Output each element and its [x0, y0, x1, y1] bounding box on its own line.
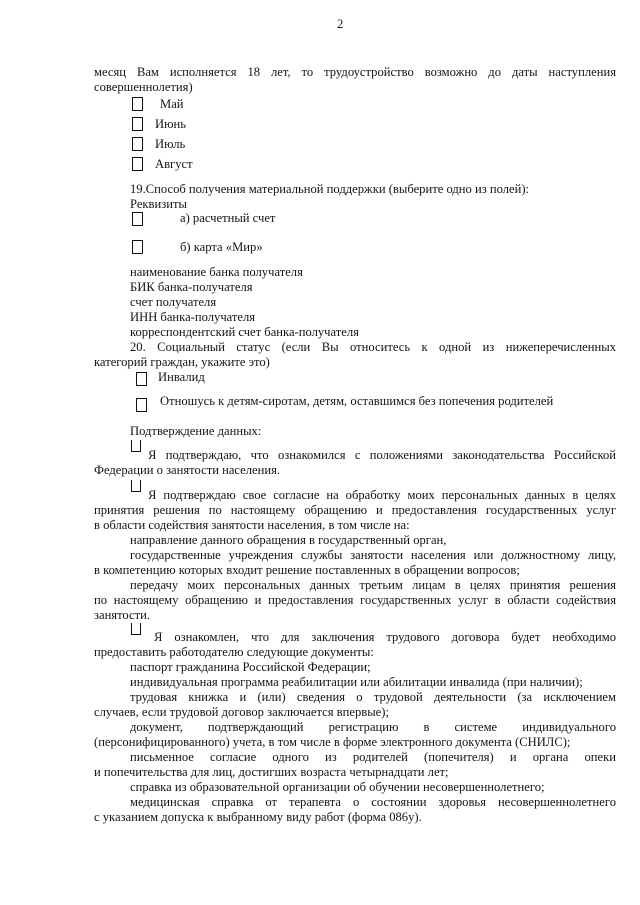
consent-line-2: принятия решения по настоящему обращению и предоставления государственных услуг — [94, 503, 616, 517]
q19-title: 19.Способ получения материальной поддержки (выберите одно из полей): — [130, 182, 530, 196]
consent-line-7: передачу моих персональных данных третьим лицам в целях принятия решения — [130, 578, 616, 592]
recipient-account-field: счет получателя — [130, 295, 217, 309]
consent-line-8: по настоящему обращению и предоставления государственных услуг в области содействия — [94, 593, 616, 607]
status-orphan-checkbox[interactable] — [136, 398, 147, 412]
correspondent-account-field: корреспондентский счет банка-получателя — [130, 325, 359, 339]
intro-line-2: совершеннолетия) — [94, 80, 193, 94]
consent-line-9: занятости. — [94, 608, 151, 622]
bank-name-field: наименование банка получателя — [130, 265, 303, 279]
q20-line-1: 20. Социальный статус (если Вы относитесь к одной из нижеперечисленных — [130, 340, 616, 354]
document-item: трудовая книжка и (или) сведения о трудовой деятельности (за исключением — [130, 690, 616, 704]
document-item: письменное согласие одного из родителей (попечителя) и органа опеки — [130, 750, 616, 764]
status-disabled-label: Инвалид — [158, 370, 205, 384]
consent-line-5: государственные учреждения службы занятости населения или должностному лицу, — [130, 548, 616, 562]
payment-mir-card-label: б) карта «Мир» — [180, 240, 263, 254]
month-august-checkbox[interactable] — [132, 157, 143, 171]
month-july-checkbox[interactable] — [132, 137, 143, 151]
bank-bik-field: БИК банка-получателя — [130, 280, 253, 294]
confirm-law-line-1: Я подтверждаю, что ознакомился с положениями законодательства Российской — [148, 448, 616, 462]
confirm-law-line-2: Федерации о занятости населения. — [94, 463, 281, 477]
bank-inn-field: ИНН банка-получателя — [130, 310, 256, 324]
documents-line-2: предоставить работодателю следующие документы: — [94, 645, 374, 659]
month-june-label: Июнь — [155, 117, 186, 131]
q19-requisites: Реквизиты — [130, 197, 187, 211]
document-item: паспорт гражданина Российской Федерации; — [130, 660, 371, 674]
month-may-checkbox[interactable] — [132, 97, 143, 111]
intro-line-1: месяц Вам исполняется 18 лет, то трудоустройство возможно до даты наступления — [94, 65, 616, 79]
consent-line-1: Я подтверждаю свое согласие на обработку моих персональных данных в целях — [148, 488, 616, 502]
document-item: документ, подтверждающий регистрацию в системе индивидуального — [130, 720, 616, 734]
document-item: (персонифицированного) учета, в том числе в форме электронного документа (СНИЛС); — [94, 735, 571, 749]
page-number: 2 — [337, 17, 344, 31]
document-item: с указанием допуска к выбранному виду работ (форма 086у). — [94, 810, 422, 824]
status-orphan-label: Отношусь к детям-сиротам, детям, оставшимся без попечения родителей — [160, 394, 554, 408]
document-item: и попечительства для лиц, достигших возраста четырнадцати лет; — [94, 765, 449, 779]
document-item: случаев, если трудовой договор заключается впервые); — [94, 705, 389, 719]
documents-line-1: Я ознакомлен, что для заключения трудового договора будет необходимо — [154, 630, 616, 644]
confirm-documents-checkbox[interactable] — [131, 623, 141, 635]
month-may-label: Май — [160, 97, 184, 111]
document-item: индивидуальная программа реабилитации или абилитации инвалида (при наличии); — [130, 675, 583, 689]
month-june-checkbox[interactable] — [132, 117, 143, 131]
payment-mir-card-checkbox[interactable] — [132, 240, 143, 254]
payment-account-checkbox[interactable] — [132, 212, 143, 226]
confirm-personal-data-checkbox[interactable] — [131, 480, 141, 492]
consent-line-4: направление данного обращения в государственный орган, — [130, 533, 447, 547]
confirmation-heading: Подтверждение данных: — [130, 424, 262, 438]
document-item: медицинская справка от терапевта о состоянии здоровья несовершеннолетнего — [130, 795, 616, 809]
month-july-label: Июль — [155, 137, 186, 151]
payment-account-label: а) расчетный счет — [180, 211, 276, 225]
confirm-law-checkbox[interactable] — [131, 440, 141, 452]
document-item: справка из образовательной организации об обучении несовершеннолетнего; — [130, 780, 545, 794]
q20-line-2: категорий граждан, укажите это) — [94, 355, 270, 369]
status-disabled-checkbox[interactable] — [136, 372, 147, 386]
month-august-label: Август — [155, 157, 193, 171]
consent-line-6: в компетенцию которых входит решение поставленных в обращении вопросов; — [94, 563, 520, 577]
consent-line-3: в области содействия занятости населения, в том числе на: — [94, 518, 410, 532]
